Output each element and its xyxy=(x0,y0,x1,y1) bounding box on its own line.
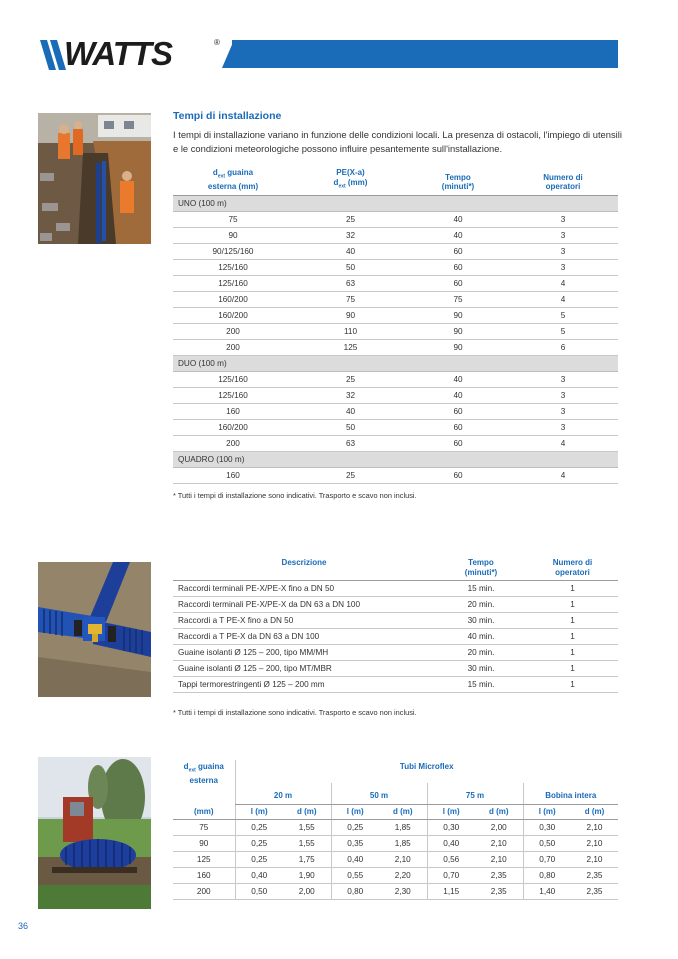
table-cell: 40 xyxy=(293,243,408,259)
table-row xyxy=(173,597,618,613)
header-diameter: d (m) xyxy=(475,804,523,820)
table-cell: 0,30 xyxy=(427,820,475,836)
header-description: Descrizione xyxy=(173,558,435,581)
header-length: l (m) xyxy=(427,804,475,820)
table-row xyxy=(173,884,618,900)
table-cell: 160 xyxy=(173,467,293,483)
header-length: l (m) xyxy=(331,804,379,820)
header-operators: Numero di operatori xyxy=(527,558,618,581)
table-cell: 125/160 xyxy=(173,259,293,275)
group-label: DUO (100 m) xyxy=(173,355,618,371)
header-length: l (m) xyxy=(523,804,571,820)
table-cell: 160/200 xyxy=(173,307,293,323)
table-row xyxy=(173,419,618,435)
table-cell: 3 xyxy=(508,419,618,435)
table-row xyxy=(173,403,618,419)
table-cell: 90 xyxy=(293,307,408,323)
table-cell: 5 xyxy=(508,323,618,339)
table-row xyxy=(173,467,618,483)
span-75m: 75 m xyxy=(427,783,523,804)
table-cell: 30 min. xyxy=(435,613,527,629)
table-cell: 60 xyxy=(408,467,508,483)
table-cell: 2,10 xyxy=(571,820,618,836)
table-cell: 15 min. xyxy=(435,677,527,693)
table-row xyxy=(173,291,618,307)
table-cell: 40 xyxy=(408,387,508,403)
table-cell: 50 xyxy=(293,419,408,435)
group-label: QUADRO (100 m) xyxy=(173,451,618,467)
table-cell: 4 xyxy=(508,435,618,451)
table-cell: 2,35 xyxy=(571,868,618,884)
table-row xyxy=(173,852,618,868)
table-cell: 6 xyxy=(508,339,618,355)
table-cell: 40 xyxy=(408,211,508,227)
table-cell: 3 xyxy=(508,227,618,243)
group-row xyxy=(173,195,618,211)
table-cell: 75 xyxy=(173,820,235,836)
table-cell: 2,10 xyxy=(379,852,427,868)
table-cell: 2,10 xyxy=(475,852,523,868)
table-cell: 2,00 xyxy=(283,884,331,900)
table-cell: Raccordi terminali PE-X/PE-X fino a DN 50 xyxy=(173,581,435,597)
table-cell: 3 xyxy=(508,403,618,419)
table-row xyxy=(173,629,618,645)
table-row xyxy=(173,435,618,451)
table-cell: 1,85 xyxy=(379,820,427,836)
header-time: Tempo (minuti*) xyxy=(435,558,527,581)
header-diameter: d (m) xyxy=(571,804,618,820)
table-cell: 125/160 xyxy=(173,371,293,387)
span-50m: 50 m xyxy=(331,783,427,804)
table-cell: 0,50 xyxy=(235,884,283,900)
table-row xyxy=(173,820,618,836)
footnote-2: * Tutti i tempi di installazione sono indicativi. Trasporto e scavo non inclusi. xyxy=(173,708,417,717)
table-cell: 50 xyxy=(293,259,408,275)
table-cell: 1 xyxy=(527,629,618,645)
table-cell: 0,80 xyxy=(523,868,571,884)
unit-header-row xyxy=(173,804,618,820)
microflex-title: Tubi Microflex xyxy=(235,760,618,783)
table-cell: 0,40 xyxy=(235,868,283,884)
table-cell: 1 xyxy=(527,597,618,613)
table-cell: 60 xyxy=(408,243,508,259)
pipe-coil-site-photo xyxy=(38,757,151,909)
table-cell: 90 xyxy=(173,227,293,243)
footnote-1: * Tutti i tempi di installazione sono indicativi. Trasporto e scavo non inclusi. xyxy=(173,491,417,500)
table-cell: Raccordi a T PE-X da DN 63 a DN 100 xyxy=(173,629,435,645)
table-row xyxy=(173,387,618,403)
header-time: Tempo (minuti*) xyxy=(408,168,508,195)
table-cell: 20 min. xyxy=(435,645,527,661)
table-cell: 60 xyxy=(408,435,508,451)
table-cell: 2,00 xyxy=(475,820,523,836)
table-cell: 1 xyxy=(527,581,618,597)
table-row xyxy=(173,323,618,339)
table-cell: 40 xyxy=(408,371,508,387)
table-header-row xyxy=(173,558,618,581)
header-diameter: d (m) xyxy=(283,804,331,820)
table-cell: 0,70 xyxy=(427,868,475,884)
table-cell: 75 xyxy=(408,291,508,307)
table-row xyxy=(173,211,618,227)
group-label: UNO (100 m) xyxy=(173,195,618,211)
table-cell: 90 xyxy=(408,307,508,323)
table-cell: 0,40 xyxy=(427,836,475,852)
table-cell: 125 xyxy=(173,852,235,868)
table-cell: Raccordi a T PE-X fino a DN 50 xyxy=(173,613,435,629)
table-cell: 32 xyxy=(293,227,408,243)
header-outer-diameter: $d_{ext}$ guaina esterna xyxy=(183,762,224,786)
table-row xyxy=(173,661,618,677)
table-cell: 0,25 xyxy=(235,820,283,836)
table-row xyxy=(173,371,618,387)
brand-name: WATTS xyxy=(64,35,173,72)
table-cell: 0,70 xyxy=(523,852,571,868)
table-cell: 1 xyxy=(527,613,618,629)
table-cell: 4 xyxy=(508,467,618,483)
table-cell: 2,35 xyxy=(475,884,523,900)
table-cell: 15 min. xyxy=(435,581,527,597)
group-row xyxy=(173,355,618,371)
table-cell: 125 xyxy=(293,339,408,355)
table-cell: 60 xyxy=(408,259,508,275)
table-row xyxy=(173,259,618,275)
table-cell: 1 xyxy=(527,661,618,677)
table-cell: 90 xyxy=(173,836,235,852)
table-cell: 3 xyxy=(508,387,618,403)
table-row xyxy=(173,339,618,355)
table-cell: 2,30 xyxy=(379,884,427,900)
table-cell: 20 min. xyxy=(435,597,527,613)
table-cell: 25 xyxy=(293,467,408,483)
table-cell: 3 xyxy=(508,371,618,387)
table-cell: 1,55 xyxy=(283,836,331,852)
table-cell: 200 xyxy=(173,323,293,339)
trench-installation-photo xyxy=(38,113,151,244)
table-cell: 1,40 xyxy=(523,884,571,900)
table-cell: 40 xyxy=(293,403,408,419)
table-cell: 60 xyxy=(408,275,508,291)
table-cell: 0,50 xyxy=(523,836,571,852)
header-outer-diameter: $d_{ext}$ guaina esterna (mm) xyxy=(173,168,293,195)
brand-bar xyxy=(232,40,618,68)
table-cell: 0,80 xyxy=(331,884,379,900)
table-cell: 63 xyxy=(293,275,408,291)
table-cell: 125/160 xyxy=(173,275,293,291)
header-operators: Numero di operatori xyxy=(508,168,618,195)
registered-mark: ® xyxy=(214,38,220,47)
table-header-row xyxy=(173,168,618,195)
intro-paragraph: I tempi di installazione variano in funzione delle condizioni locali. La presenza di ostacoli, l'impiego di utensili e le condizioni meteorologiche possono influire pesantemente sull'installazione. xyxy=(173,129,622,154)
table-cell: 75 xyxy=(173,211,293,227)
table-cell: 2,35 xyxy=(571,884,618,900)
table-cell: 110 xyxy=(293,323,408,339)
span-full-coil: Bobina intera xyxy=(523,783,618,804)
table-cell: 0,30 xyxy=(523,820,571,836)
table-cell: 1 xyxy=(527,677,618,693)
table-cell: 60 xyxy=(408,403,508,419)
table-cell: 0,56 xyxy=(427,852,475,868)
page-number: 36 xyxy=(18,921,29,931)
table-row xyxy=(173,836,618,852)
table-title-row xyxy=(173,760,618,783)
header-mm: (mm) xyxy=(173,804,235,820)
header-length: l (m) xyxy=(235,804,283,820)
table-cell: 40 xyxy=(408,227,508,243)
table-cell: 1,55 xyxy=(283,820,331,836)
table-cell: 160/200 xyxy=(173,419,293,435)
pipe-t-fitting-photo xyxy=(38,562,151,697)
components-time-table xyxy=(173,558,618,693)
table-cell: 1 xyxy=(527,645,618,661)
table-cell: 60 xyxy=(408,419,508,435)
table-cell: 2,20 xyxy=(379,868,427,884)
table-cell: 40 min. xyxy=(435,629,527,645)
header-diameter: d (m) xyxy=(379,804,427,820)
table-cell: 200 xyxy=(173,435,293,451)
table-cell: 2,35 xyxy=(475,868,523,884)
table-row xyxy=(173,868,618,884)
table-cell: 3 xyxy=(508,243,618,259)
table-cell: 25 xyxy=(293,371,408,387)
group-row xyxy=(173,451,618,467)
span-header-row xyxy=(173,783,618,804)
table-cell: 32 xyxy=(293,387,408,403)
table-cell: 90/125/160 xyxy=(173,243,293,259)
table-cell: 75 xyxy=(293,291,408,307)
header-pex-diameter: PE(X-a) $d_{ext}$ (mm) xyxy=(293,168,408,195)
table-cell: 2,10 xyxy=(475,836,523,852)
table-cell: 0,25 xyxy=(235,836,283,852)
table-cell: 125/160 xyxy=(173,387,293,403)
installation-time-table xyxy=(173,168,618,484)
table-cell: 0,40 xyxy=(331,852,379,868)
table-cell: Guaine isolanti Ø 125 – 200, tipo MM/MH xyxy=(173,645,435,661)
table-cell: 0,25 xyxy=(235,852,283,868)
table-cell: 2,10 xyxy=(571,852,618,868)
table-row xyxy=(173,243,618,259)
section-title: Tempi di installazione xyxy=(173,110,282,122)
table-cell: 160 xyxy=(173,403,293,419)
table-cell: 0,35 xyxy=(331,836,379,852)
microflex-coil-table xyxy=(173,760,618,900)
table-row xyxy=(173,677,618,693)
table-cell: 1,15 xyxy=(427,884,475,900)
table-cell: 90 xyxy=(408,339,508,355)
table-row xyxy=(173,307,618,323)
span-20m: 20 m xyxy=(235,783,331,804)
table-cell: 160/200 xyxy=(173,291,293,307)
table-cell: 3 xyxy=(508,259,618,275)
table-row xyxy=(173,613,618,629)
table-cell: 0,25 xyxy=(331,820,379,836)
table-cell: 30 min. xyxy=(435,661,527,677)
table-cell: 3 xyxy=(508,211,618,227)
table-cell: 5 xyxy=(508,307,618,323)
table-row xyxy=(173,227,618,243)
table-cell: Guaine isolanti Ø 125 – 200, tipo MT/MBR xyxy=(173,661,435,677)
table-cell: 0,55 xyxy=(331,868,379,884)
table-cell: 63 xyxy=(293,435,408,451)
table-row xyxy=(173,645,618,661)
table-cell: 90 xyxy=(408,323,508,339)
table-cell: 200 xyxy=(173,884,235,900)
table-cell: 1,90 xyxy=(283,868,331,884)
table-cell: 200 xyxy=(173,339,293,355)
table-cell: 25 xyxy=(293,211,408,227)
table-cell: 2,10 xyxy=(571,836,618,852)
table-cell: 160 xyxy=(173,868,235,884)
table-cell: 4 xyxy=(508,291,618,307)
table-row xyxy=(173,581,618,597)
table-row xyxy=(173,275,618,291)
table-cell: 4 xyxy=(508,275,618,291)
table-cell: 1,75 xyxy=(283,852,331,868)
table-cell: Raccordi terminali PE-X/PE-X da DN 63 a DN 100 xyxy=(173,597,435,613)
table-cell: Tappi termorestringenti Ø 125 – 200 mm xyxy=(173,677,435,693)
table-cell: 1,85 xyxy=(379,836,427,852)
